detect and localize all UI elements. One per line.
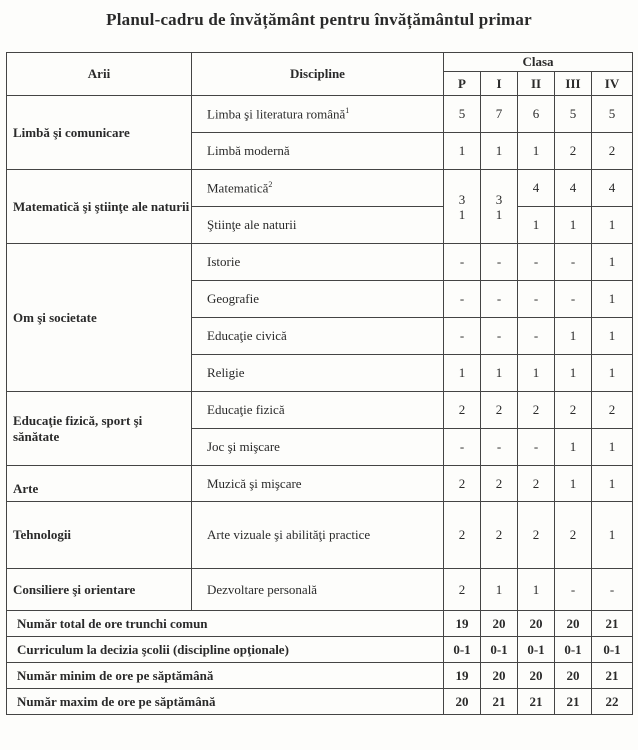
combined-hours-cell: 3 1 — [481, 170, 518, 244]
hours-cell: 1 — [481, 569, 518, 611]
summary-label: Curriculum la decizia şcolii (discipline opţionale) — [7, 637, 444, 663]
summary-value: 0-1 — [444, 637, 481, 663]
hours-cell: 2 — [481, 502, 518, 569]
area-label: Limbă şi comunicare — [7, 96, 192, 170]
hours-cell: - — [481, 281, 518, 318]
area-label: Consiliere şi orientare — [7, 569, 192, 611]
discipline-name: Joc şi mişcare — [192, 429, 444, 466]
footnote-marker: 2 — [268, 179, 273, 189]
grade-header: IV — [592, 72, 633, 96]
header-areas: Arii — [7, 53, 192, 96]
table-row — [7, 96, 633, 133]
hours-cell: 1 — [592, 355, 633, 392]
summary-value: 21 — [555, 689, 592, 715]
hours-cell: 1 — [592, 466, 633, 502]
curriculum-table — [6, 52, 633, 715]
summary-value: 22 — [592, 689, 633, 715]
hours-cell: 1 — [481, 133, 518, 170]
grade-header: III — [555, 72, 592, 96]
hours-cell: 1 — [592, 207, 633, 244]
area-label: Matematică şi ştiinţe ale naturii — [7, 170, 192, 244]
discipline-name: Istorie — [192, 244, 444, 281]
hours-cell: 1 — [592, 318, 633, 355]
hours-cell: 5 — [555, 96, 592, 133]
table-row — [7, 170, 633, 207]
hours-cell: 4 — [518, 170, 555, 207]
summary-row — [7, 689, 633, 715]
summary-value: 20 — [481, 663, 518, 689]
summary-value: 21 — [592, 663, 633, 689]
hours-cell: 1 — [592, 281, 633, 318]
area-label: Educaţie fizică, sport şi sănătate — [7, 392, 192, 466]
summary-value: 0-1 — [518, 637, 555, 663]
summary-value: 20 — [555, 611, 592, 637]
summary-row — [7, 637, 633, 663]
hours-cell: 2 — [555, 502, 592, 569]
summary-value: 0-1 — [592, 637, 633, 663]
hours-cell: - — [592, 569, 633, 611]
hours-cell: 1 — [555, 207, 592, 244]
header-disciplines: Discipline — [192, 53, 444, 96]
hours-cell: 2 — [518, 392, 555, 429]
footnote-marker: 1 — [345, 105, 350, 115]
hours-cell: - — [555, 244, 592, 281]
grade-header: P — [444, 72, 481, 96]
hours-cell: - — [481, 318, 518, 355]
hours-cell: 1 — [555, 318, 592, 355]
area-label: Om şi societate — [7, 244, 192, 392]
summary-label: Număr maxim de ore pe săptămână — [7, 689, 444, 715]
hours-cell: 2 — [555, 133, 592, 170]
discipline-name: Arte vizuale şi abilităţi practice — [192, 502, 444, 569]
summary-value: 21 — [481, 689, 518, 715]
summary-value: 0-1 — [481, 637, 518, 663]
hours-cell: - — [481, 244, 518, 281]
hours-cell: - — [444, 429, 481, 466]
table-row — [7, 569, 633, 611]
summary-row — [7, 611, 633, 637]
hours-cell: - — [518, 244, 555, 281]
summary-value: 21 — [518, 689, 555, 715]
hours-cell: 1 — [592, 502, 633, 569]
hours-cell: 2 — [518, 502, 555, 569]
discipline-name: Educaţie civică — [192, 318, 444, 355]
table-row — [7, 244, 633, 281]
hours-cell: 1 — [518, 355, 555, 392]
summary-value: 20 — [518, 663, 555, 689]
discipline-name: Dezvoltare personală — [192, 569, 444, 611]
hours-cell: 2 — [481, 466, 518, 502]
hours-cell: 5 — [444, 96, 481, 133]
hours-cell: - — [444, 281, 481, 318]
summary-value: 21 — [592, 611, 633, 637]
summary-value: 20 — [481, 611, 518, 637]
hours-cell: 2 — [444, 392, 481, 429]
discipline-name: Geografie — [192, 281, 444, 318]
hours-cell: - — [518, 429, 555, 466]
discipline-name: Limba şi literatura română$^1$ — [192, 96, 444, 133]
hours-cell: 1 — [518, 133, 555, 170]
summary-label: Număr total de ore trunchi comun — [7, 611, 444, 637]
hours-cell: 4 — [555, 170, 592, 207]
discipline-name: Matematică$^2$ — [192, 170, 444, 207]
hours-cell: 1 — [592, 244, 633, 281]
summary-value: 19 — [444, 611, 481, 637]
summary-label: Număr minim de ore pe săptămână — [7, 663, 444, 689]
summary-value: 19 — [444, 663, 481, 689]
hours-cell: 2 — [444, 466, 481, 502]
header-class: Clasa — [444, 53, 633, 72]
area-label: Tehnologii — [7, 502, 192, 569]
hours-cell: 2 — [518, 466, 555, 502]
table-row — [7, 466, 633, 502]
hours-cell: 5 — [592, 96, 633, 133]
summary-value: 20 — [444, 689, 481, 715]
hours-cell: 1 — [518, 207, 555, 244]
discipline-name: Religie — [192, 355, 444, 392]
hours-cell: - — [518, 281, 555, 318]
hours-cell: - — [518, 318, 555, 355]
discipline-name: Muzică şi mişcare — [192, 466, 444, 502]
hours-cell: - — [481, 429, 518, 466]
hours-cell: 2 — [444, 569, 481, 611]
grade-header: I — [481, 72, 518, 96]
summary-value: 20 — [518, 611, 555, 637]
page-title: Planul-cadru de învățământ pentru învățământul primar — [106, 10, 532, 29]
hours-cell: - — [555, 281, 592, 318]
discipline-name: Educaţie fizică — [192, 392, 444, 429]
hours-cell: 2 — [481, 392, 518, 429]
hours-cell: 1 — [555, 429, 592, 466]
hours-cell: 2 — [592, 133, 633, 170]
area-label: Arte — [7, 466, 192, 502]
hours-cell: 1 — [444, 355, 481, 392]
hours-cell: - — [444, 318, 481, 355]
hours-cell: 7 — [481, 96, 518, 133]
summary-value: 0-1 — [555, 637, 592, 663]
summary-row — [7, 663, 633, 689]
hours-cell: 2 — [555, 392, 592, 429]
hours-cell: - — [555, 569, 592, 611]
summary-value: 20 — [555, 663, 592, 689]
hours-cell: 2 — [444, 502, 481, 569]
hours-cell: 1 — [481, 355, 518, 392]
combined-hours-cell: 3 1 — [444, 170, 481, 244]
hours-cell: - — [444, 244, 481, 281]
discipline-name: Ştiinţe ale naturii — [192, 207, 444, 244]
grade-header: II — [518, 72, 555, 96]
hours-cell: 2 — [592, 392, 633, 429]
hours-cell: 1 — [555, 466, 592, 502]
discipline-name: Limbă modernă — [192, 133, 444, 170]
hours-cell: 1 — [555, 355, 592, 392]
hours-cell: 1 — [592, 429, 633, 466]
table-row — [7, 502, 633, 569]
table-row — [7, 392, 633, 429]
header-row — [7, 53, 633, 72]
hours-cell: 6 — [518, 96, 555, 133]
hours-cell: 1 — [444, 133, 481, 170]
hours-cell: 1 — [518, 569, 555, 611]
hours-cell: 4 — [592, 170, 633, 207]
